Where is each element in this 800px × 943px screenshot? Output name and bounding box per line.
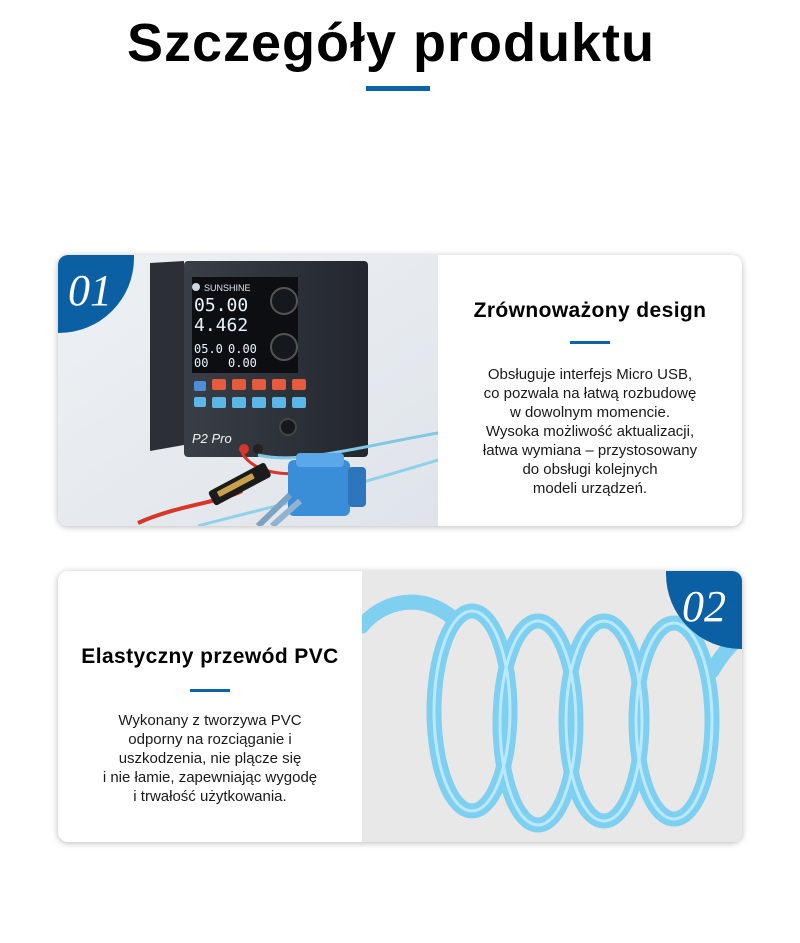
device-model-label: P2 Pro — [192, 431, 232, 446]
feature-title-2: Elastyczny przewód PVC — [81, 645, 339, 668]
readout-2: 4.462 — [194, 315, 249, 336]
feature-description-1: Obsługuje interfejs Micro USB, co pozwala na łatwą rozbudowę w dowolnym momencie. Wysoka możliwość aktualizacji, łatwa wymiana – przystosowany do obsługi kolejnych modeli urządzeń. — [482, 366, 698, 497]
readout-4: 0.00 — [228, 342, 257, 356]
feature-card-2 — [58, 571, 742, 842]
readout-5: 00 — [194, 356, 209, 370]
title-underline — [366, 86, 430, 91]
feature-text-2 — [58, 571, 362, 842]
feature-underline-1 — [570, 341, 610, 344]
readout-6: 0.00 — [228, 356, 257, 370]
feature-description-2: Wykonany z tworzywa PVC odporny na rozciąganie i uszkodzenia, nie plącze się i nie łamie, zapewniając wygodę i trwałość użytkowania. — [102, 712, 318, 805]
page-title: Szczegóły produktu — [126, 13, 656, 73]
feature-underline-2 — [190, 689, 230, 692]
feature-number-1: 01 — [68, 266, 112, 315]
readout-1: 05.00 — [194, 295, 249, 316]
feature-text-1 — [438, 255, 742, 526]
device-brand-label: SUNSHINE — [204, 283, 251, 293]
feature-card-1 — [58, 255, 742, 526]
feature-number-2: 02 — [682, 582, 726, 631]
readout-3: 05.0 — [194, 342, 223, 356]
feature-title-1: Zrównoważony design — [473, 299, 707, 322]
